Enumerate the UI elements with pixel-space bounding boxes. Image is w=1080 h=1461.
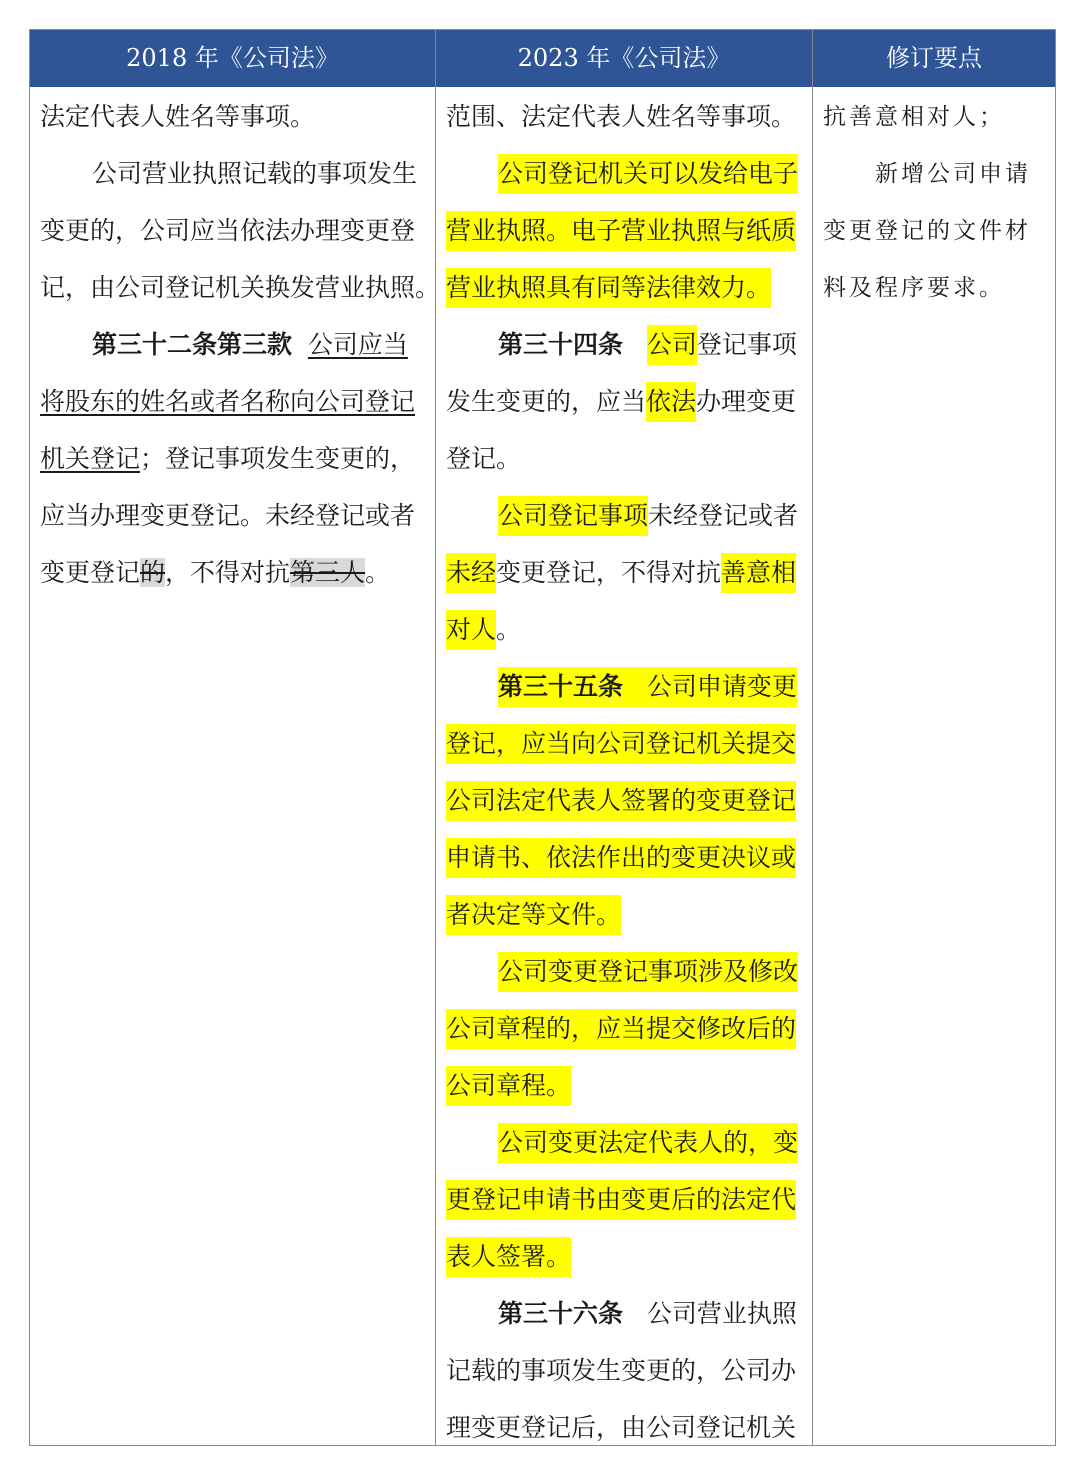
text-line: 公司营业执照记载的事项发生: [92, 159, 418, 188]
article-heading: 第三十四条: [498, 330, 624, 359]
highlighted-text: 表人签署。: [446, 1237, 571, 1277]
highlighted-text: 营业执照具有同等法律效力。: [446, 268, 771, 308]
text-line: [498, 667, 797, 707]
text-line: [40, 382, 415, 422]
text-span: ，不得对抗: [165, 558, 291, 587]
header-2018-law: 2018 年《公司法》: [126, 44, 339, 72]
text-line: [446, 724, 796, 764]
highlighted-text: 公司变更登记事项涉及修改: [498, 952, 798, 992]
text-line: 记，由公司登记机关换发营业执照。: [40, 273, 441, 302]
highlighted-text: 登记，应当向公司登记机关提交: [446, 724, 796, 764]
highlighted-text: 营业执照。电子营业执照与纸质: [446, 211, 796, 251]
text-span: 公司申请变更: [646, 672, 797, 701]
text-line: 登记。: [446, 444, 522, 473]
text-line: [40, 553, 390, 593]
text-line: 法定代表人姓名等事项。: [40, 102, 316, 131]
text-span: 办理变更: [696, 387, 797, 416]
text-span: 公司营业执照: [646, 1299, 797, 1328]
text-span: 。: [365, 558, 391, 587]
highlighted-text: 者决定等文件。: [446, 895, 621, 935]
text-line: [446, 838, 796, 878]
text-span: 未经登记或者: [648, 501, 799, 530]
table-header: [30, 30, 1055, 87]
header-revision-points: 修订要点: [886, 44, 982, 72]
text-line: [446, 553, 796, 593]
text-line: [498, 496, 798, 536]
text-line: [446, 1009, 796, 1049]
highlighted-text: 对人: [446, 610, 496, 650]
deleted-text: 的: [140, 558, 166, 587]
text-line: [446, 382, 796, 422]
text-line: [92, 325, 408, 365]
highlighted-text: 更登记申请书由变更后的法定代: [446, 1180, 796, 1220]
text-span: 发生变更的，应当: [446, 387, 647, 416]
article-heading: 第三十二条第三款: [92, 330, 293, 359]
text-line: [446, 1237, 571, 1277]
text-line: 变更登记的文件材: [823, 218, 1031, 244]
column-divider: [812, 30, 813, 1445]
underlined-text: 将股东的姓名或者名称向公司登记: [40, 387, 416, 416]
comparison-table: [29, 29, 1056, 1446]
highlighted-text: 公司章程的，应当提交修改后的: [446, 1009, 796, 1049]
text-line: [446, 268, 771, 308]
text-line: 记载的事项发生变更的，公司办: [446, 1356, 797, 1385]
highlighted-text: 公司: [647, 325, 697, 365]
text-line: [446, 781, 796, 821]
text-line: [446, 211, 796, 251]
text-span: 登记事项: [696, 330, 797, 359]
article-heading: 第三十六条: [498, 1299, 624, 1328]
text-line: 抗善意相对人；: [823, 104, 1005, 130]
text-span: 变更登记: [40, 558, 141, 587]
underlined-text: 公司应当: [307, 330, 408, 359]
deleted-text: 第三人: [290, 558, 366, 587]
text-line: [446, 610, 521, 650]
text-span: 。: [496, 615, 522, 644]
text-line: 料及程序要求。: [823, 275, 1005, 301]
highlighted-text: 公司章程。: [446, 1066, 571, 1106]
highlighted-text: 依法: [646, 382, 696, 422]
text-line: [446, 895, 621, 935]
text-line: 范围、法定代表人姓名等事项。: [446, 102, 797, 131]
underlined-text: 机关登记: [40, 444, 141, 473]
text-line: [498, 1123, 798, 1163]
highlighted-text: 公司变更法定代表人的，变: [498, 1123, 798, 1163]
highlighted-text: 申请书、依法作出的变更决议或: [446, 838, 796, 878]
text-line: [498, 952, 798, 992]
text-line: [498, 154, 798, 194]
text-span: ；登记事项发生变更的，: [140, 444, 416, 473]
article-heading: 第三十五条: [498, 672, 624, 701]
text-line: [40, 439, 415, 479]
text-line: [498, 1294, 797, 1334]
highlighted-text: 公司登记机关可以发给电子: [498, 154, 798, 194]
header-2023-law: 2023 年《公司法》: [517, 44, 731, 72]
text-line: [498, 325, 797, 365]
highlighted-text: 公司登记事项: [498, 496, 648, 536]
text-line: 变更的，公司应当依法办理变更登: [40, 216, 416, 245]
highlighted-text: 未经: [446, 553, 496, 593]
column-divider: [435, 30, 436, 1445]
highlighted-text: [498, 667, 797, 707]
text-line: 理变更登记后，由公司登记机关: [446, 1413, 797, 1442]
highlighted-text: 公司法定代表人签署的变更登记: [446, 781, 796, 821]
text-line: [446, 1180, 796, 1220]
highlighted-text: 善意相: [721, 553, 796, 593]
text-span: 变更登记，不得对抗: [496, 558, 722, 587]
text-line: 应当办理变更登记。未经登记或者: [40, 501, 416, 530]
text-line: [446, 1066, 571, 1106]
text-line: 新增公司申请: [875, 161, 1031, 187]
